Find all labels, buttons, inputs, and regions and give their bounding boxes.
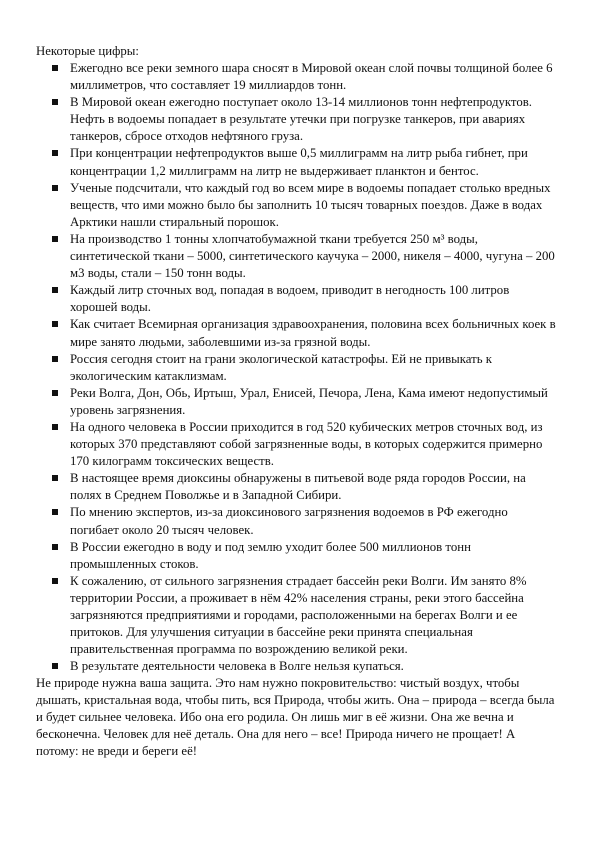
fact-text: Россия сегодня стоит на грани экологической катастрофы. Ей не привыкать к экологическим катаклизмам. xyxy=(70,351,492,383)
fact-text: На одного человека в России приходится в год 520 кубических метров сточных вод, из которых 370 представляют собой загрязненные воды, в которых содержится примерно 170 килограмм токсических веществ. xyxy=(70,419,543,469)
fact-item xyxy=(46,60,556,94)
square-bullet-icon xyxy=(52,321,58,327)
fact-item xyxy=(46,539,556,573)
square-bullet-icon xyxy=(52,578,58,584)
square-bullet-icon xyxy=(52,150,58,156)
fact-text: Каждый литр сточных вод, попадая в водоем, приводит в негодность 100 литров хорошей воды. xyxy=(70,283,510,315)
fact-text: На производство 1 тонны хлопчатобумажной ткани требуется 250 м³ воды, синтетической ткани – 5000, синтетического каучука – 2000, никеля – 4000, чугуна – 200 м3 воды, стали – 150 тонн воды. xyxy=(70,231,555,281)
fact-item xyxy=(46,282,556,316)
fact-item xyxy=(46,419,556,470)
fact-item xyxy=(46,504,556,538)
fact-text: В результате деятельности человека в Волге нельзя купаться. xyxy=(70,659,404,674)
square-bullet-icon xyxy=(52,65,58,71)
fact-item xyxy=(46,231,556,282)
square-bullet-icon xyxy=(52,390,58,396)
fact-text: Как считает Всемирная организация здравоохранения, половина всех больничных коек в мире занято людьми, заболевшими из-за грязной воды. xyxy=(70,317,556,349)
square-bullet-icon xyxy=(52,185,58,191)
square-bullet-icon xyxy=(52,99,58,105)
square-bullet-icon xyxy=(52,287,58,293)
fact-text: При концентрации нефтепродуктов выше 0,5 миллиграмм на литр рыба гибнет, при концентрации 1,2 миллиграмм на литр не выдерживает планктон и бентос. xyxy=(70,146,528,178)
fact-item xyxy=(46,145,556,179)
fact-item xyxy=(46,573,556,658)
fact-text: Ежегодно все реки земного шара сносят в Мировой океан слой почвы толщиной более 6 миллиметров, что составляет 19 миллиардов тонн. xyxy=(70,61,553,93)
square-bullet-icon xyxy=(52,509,58,515)
fact-text: К сожалению, от сильного загрязнения страдает бассейн реки Волги. Им занято 8% территории России, а проживает в нём 42% населения страны, реки этого бассейна загрязняются предприятиями и городами, расположенными на берегах Волги и ее притоков. Для улучшения ситуации в бассейне реки принята специальная правительственная программа по возрождению великой реки. xyxy=(70,573,527,657)
intro-heading: Некоторые цифры: xyxy=(36,44,139,58)
fact-item xyxy=(46,180,556,231)
fact-item xyxy=(46,316,556,350)
fact-text: В Мировой океан ежегодно поступает около 13-14 миллионов тонн нефтепродуктов. Нефть в водоемы попадает в результате утечки при погрузке танкеров, при авариях танкеров, сбросе отходов нефтяного груза. xyxy=(70,95,532,144)
facts-list xyxy=(46,60,556,675)
conclusion-paragraph: Не природе нужна ваша защита. Это нам нужно покровительство: чистый воздух, чтобы дышать, кристальная вода, чтобы пить, вся Природа, чтобы жить. Она – природа – всегда была и будет сильнее человека. Ибо она его родила. Он лишь миг в её жизни. Она же вечна и бесконечна. Человек для неё деталь. Она для него – все! Природа ничего не прощает! А потому: не вреди и береги её! xyxy=(36,676,555,759)
fact-text: Реки Волга, Дон, Обь, Иртыш, Урал, Енисей, Печора, Лена, Кама имеют недопустимый уровень загрязнения. xyxy=(70,385,548,417)
fact-item xyxy=(46,385,556,419)
fact-item xyxy=(46,351,556,385)
square-bullet-icon xyxy=(52,356,58,362)
square-bullet-icon xyxy=(52,475,58,481)
fact-text: Ученые подсчитали, что каждый год во всем мире в водоемы попадает столько вредных веществ, что ими можно было бы заполнить 10 тысяч товарных поездов. Даже в водах Арктики нашли стиральный порошок. xyxy=(70,180,551,229)
fact-text: В настоящее время диоксины обнаружены в питьевой воде ряда городов России, на полях в Среднем Поволжье и в Западной Сибири. xyxy=(70,471,526,503)
square-bullet-icon xyxy=(52,544,58,550)
square-bullet-icon xyxy=(52,424,58,430)
fact-text: По мнению экспертов, из-за диоксинового загрязнения водоемов в РФ ежегодно погибает около 20 тысяч человек. xyxy=(70,505,508,537)
fact-text: В России ежегодно в воду и под землю уходит более 500 миллионов тонн промышленных стоков. xyxy=(70,539,471,571)
fact-item xyxy=(46,470,556,504)
fact-item xyxy=(46,658,556,675)
square-bullet-icon xyxy=(52,663,58,669)
fact-item xyxy=(46,94,556,145)
square-bullet-icon xyxy=(52,236,58,242)
